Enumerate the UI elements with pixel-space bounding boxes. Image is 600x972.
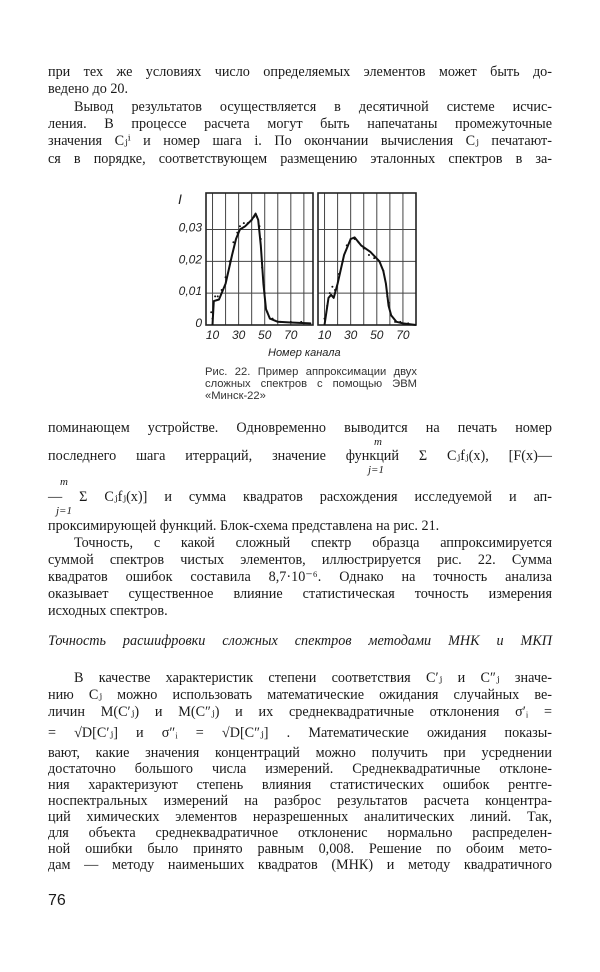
text-line: Вывод результатов осуществляется в десятичной системе исчис- [74,99,552,115]
y-tick-label: 0,03 [178,220,202,235]
measured-point [399,321,401,323]
x-tick-label: 70 [396,328,410,342]
measured-point [243,222,245,224]
x-axis-label: Номер канала [268,347,341,359]
approximation-curve [325,237,417,325]
text-line: поминающем устройстве. Одновременно выводится на печать номер [48,420,552,436]
measured-point [266,311,268,313]
approximation-curve [213,214,311,325]
text-line: ведено до 20. [48,81,129,97]
measured-point [388,302,390,304]
text-line: исходных спектров. [48,603,168,619]
measured-point [239,225,241,227]
text-line: суммой спектров чистых элементов, иллюстрируется рис. 22. Сумма [48,552,552,568]
text-line: значения Cⱼⁱ и номер шага i. По окончании вычисления Cⱼ печатают- [48,133,552,149]
text-line: Точность, с какой сложный спектр образца аппроксимируется [74,535,552,551]
text-line: дам — методу наименьших квадратов (МНК) и методу квадратичного [48,857,552,873]
measured-point [334,289,336,291]
text-line: ления. В процессе расчета могут быть напечатаны промежуточные [48,116,552,132]
text-line: оказывает существенное влияние статистическая точность измерения [48,586,552,602]
figure-caption-line: «Минск-22» [205,390,266,402]
y-tick-label: 0 [195,316,202,330]
measured-point [342,260,344,262]
measured-point [228,260,230,262]
figure-22-chart [0,180,600,360]
text-line: В качестве характеристик степени соответствия C′ⱼ и C″ⱼ значе- [74,670,552,686]
text-line: ся в порядке, соответствующем размещению эталонных спектров в за- [48,151,552,167]
x-tick-label: 30 [343,328,358,342]
measured-point [363,248,365,250]
measured-point [260,238,262,240]
measured-point [221,289,223,291]
measured-point [373,257,375,259]
sum-lower-limit: j=1 [56,505,72,517]
measured-point [251,219,253,221]
formula-line: — Σ Cⱼfⱼ(x)] и сумма квадратов расхождения исследуемой и ап- [48,489,552,505]
page-number: 76 [48,892,66,909]
measured-point [236,232,238,234]
measured-point [324,318,326,320]
measured-point [253,216,255,218]
figure-caption-line: сложных спектров с помощью ЭВМ [205,378,417,390]
measured-point [309,322,311,324]
measured-point [390,314,392,316]
text-line: личин M(C′ⱼ) и M(C″ⱼ) и их среднеквадратичные отклонения σ′ᵢ = [48,704,552,720]
measured-point [214,295,216,297]
measured-point [259,225,261,227]
measured-point [272,318,274,320]
measured-point [378,260,380,262]
measured-point [261,267,263,269]
text-line: ций химических элементов неразрешенных аналитических линий. Так, [48,809,552,825]
x-tick-label: 50 [258,328,272,342]
text-line: ной ошибки было принято равным 0,008. Решение по обоим мето- [48,841,552,857]
measured-point [350,238,352,240]
formula-line: = √D[C′ⱼ] и σ″ᵢ = √D[C″ⱼ] . Математические ожидания показы- [48,725,552,741]
measured-point [394,321,396,323]
text-line: проксимирующей функций. Блок-схема представлена на рис. 21. [48,518,440,534]
measured-point [329,292,331,294]
measured-point [326,305,328,307]
measured-point [346,244,348,246]
measured-point [290,321,292,323]
text-line: вают, какие значения концентраций можно получить при усреднении [48,745,552,761]
measured-point [232,241,234,243]
text-line: при тех же условиях число определяемых элементов может быть до- [48,64,552,80]
x-tick-label: 50 [370,328,384,342]
measured-point [217,295,219,297]
x-tick-label: 70 [284,328,298,342]
x-tick-label: 30 [231,328,246,342]
measured-point [358,241,360,243]
sum-upper-limit: m [374,436,382,448]
text-line: для объекта среднеквадратичное отклоненис нормально распределен- [48,825,552,841]
measured-point [210,311,212,313]
text-line: ния характеризуют степень влияния статистических ошибок рентге- [48,777,552,793]
plot-frame [206,193,313,325]
y-axis-label: I [178,191,182,207]
measured-point [338,273,340,275]
measured-point [279,321,281,323]
formula-line: последнего шага итерраций, значение функций Σ Cⱼfⱼ(x), [F(x)— [48,448,552,464]
measured-point [386,295,388,297]
measured-point [354,238,356,240]
measured-point [264,292,266,294]
sum-lower-limit: j=1 [368,464,384,476]
figure-caption-line: Рис. 22. Пример аппроксимации двух [205,366,417,378]
y-tick-label: 0,01 [178,284,202,299]
measured-point [212,318,214,320]
text-line: нию Cⱼ можно использовать математические ожидания случайных ве- [48,687,552,703]
text-line: носпектральных измерений на разброс результатов расчета концентра- [48,793,552,809]
x-tick-label: 10 [205,328,220,342]
measured-point [225,276,227,278]
measured-point [407,322,409,324]
measured-point [247,222,249,224]
measured-point [300,321,302,323]
sum-upper-limit: m [60,476,68,488]
text-line: квадратов ошибок составила 8,7·10⁻⁶. Однако на точность анализа [48,569,552,585]
measured-point [382,270,384,272]
text-line: достаточно большого числа измерений. Среднеквадратичные отклоне- [48,761,552,777]
plot-frame [318,193,416,325]
measured-point [368,254,370,256]
measured-point [331,286,333,288]
y-tick-label: 0,02 [178,252,202,267]
x-tick-label: 10 [317,328,332,342]
section-heading: Точность расшифровки сложных спектров методами МНК и МКП [48,633,552,649]
measured-point [256,216,258,218]
